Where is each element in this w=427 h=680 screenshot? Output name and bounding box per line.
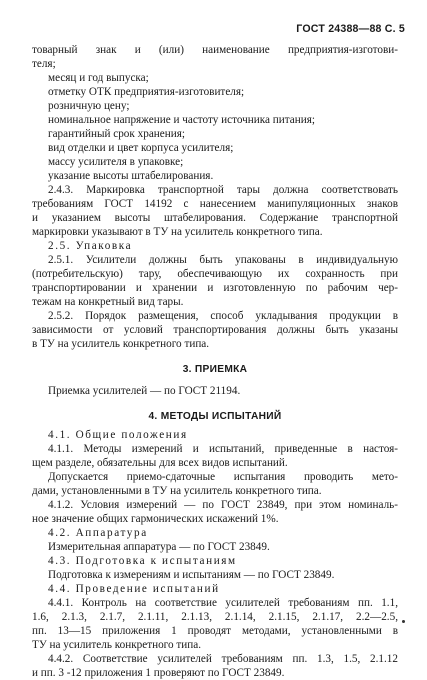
section-heading: 3. ПРИЕМКА (182, 364, 248, 375)
text-line: массу усилителя в упаковке; (48, 156, 184, 168)
paragraph-2-5-1: 2.5.1. Усилители должны быть упакованы в индивидуальную (48, 254, 398, 266)
text-line: маркировки указывают в ТУ на усилитель конкретного типа. (32, 226, 323, 238)
text-line: и указанием высоты штабелирования. Содержание транспортной (32, 212, 398, 224)
text-line: розничную цену; (48, 100, 130, 112)
text-line: товарный знак и (или) наименование предприятия-изготови- (32, 44, 398, 56)
document-body (32, 43, 398, 680)
text-line: вид отделки и цвет корпуса усилителя; (48, 142, 234, 154)
subsection-heading: 2.5. Упаковка (48, 240, 133, 252)
text-line: указание высоты штабелирования. (48, 170, 214, 182)
scan-speck (402, 620, 405, 623)
paragraph-2-4-3: 2.4.3. Маркировка транспортной тары должна соответствовать (48, 184, 398, 196)
text-line: дами, установленными в ТУ на усилитель конкретного типа. (32, 485, 322, 497)
text-line: ное значение общих гармонических искажений 1%. (32, 513, 279, 525)
text-line: в ТУ на усилитель конкретного типа. (32, 338, 210, 350)
paragraph-2-5-2: 2.5.2. Порядок размещения, способ укладывания продукции в (48, 310, 398, 322)
paragraph-4-1-1: 4.1.1. Методы измерений и испытаний, приведенные в настоя- (48, 443, 398, 455)
text-line: щем разделе, обязательны для всех видов испытаний. (32, 457, 288, 469)
text-line: 1.6, 2.1.3, 2.1.7, 2.1.11, 2.1.13, 2.1.14, 2.1.15, 2.1.17, 2.2—2.5, (32, 611, 398, 623)
text-line: требованиям ГОСТ 14192 с нанесением манипуляционных знаков (32, 198, 398, 210)
subsection-heading: 4.1. Общие положения (48, 429, 188, 441)
text-line: Приемка усилителей — по ГОСТ 21194. (48, 385, 241, 397)
text-line: транспортировании и хранении и изготовленную по рабочим чер- (32, 282, 398, 294)
text-line: Подготовка к измерениям и испытаниям — по ГОСТ 23849. (48, 569, 335, 581)
page-header: ГОСТ 24388—88 С. 5 (296, 23, 405, 35)
text-line: номинальное напряжение и частоту источника питания; (48, 114, 315, 126)
subsection-heading: 4.2. Аппаратура (48, 527, 148, 539)
text-line: отметку ОТК предприятия-изготовителя; (48, 86, 245, 98)
text-line: пп. 13—15 приложения 1 проводят методами, установленными в (32, 625, 398, 637)
text-line: гарантийный срок хранения; (48, 128, 185, 140)
text-line: тежам на конкретный вид тары. (32, 296, 184, 308)
text-line: и пп. 3 -12 приложения 1 проверяют по ГОСТ 23849. (32, 667, 285, 679)
text-line: Измерительная аппаратура — по ГОСТ 23849. (48, 541, 270, 553)
subsection-heading: 4.4. Проведение испытаний (48, 583, 220, 595)
subsection-heading: 4.3. Подготовка к испытаниям (48, 555, 237, 567)
text-line: ТУ на усилитель конкретного типа. (32, 639, 201, 651)
section-heading: 4. МЕТОДЫ ИСПЫТАНИЙ (148, 411, 282, 422)
paragraph-4-1-2: 4.1.2. Условия измерений — по ГОСТ 23849, при этом номиналь- (48, 499, 398, 511)
text-line: Допускается приемо-сдаточные испытания проводить мето- (48, 471, 398, 483)
text-line: месяц и год выпуска; (48, 72, 149, 84)
text-line: теля; (32, 58, 56, 70)
paragraph-4-4-2: 4.4.2. Соответствие усилителей требованиям пп. 1.3, 1.5, 2.1.12 (48, 653, 398, 665)
text-line: (потребительскую) тару, обеспечивающую их сохранность при (32, 268, 398, 280)
paragraph-4-4-1: 4.4.1. Контроль на соответствие усилителей требованиям пп. 1.1, (48, 597, 398, 609)
text-line: зависимости от условий транспортирования должны быть указаны (32, 324, 398, 336)
